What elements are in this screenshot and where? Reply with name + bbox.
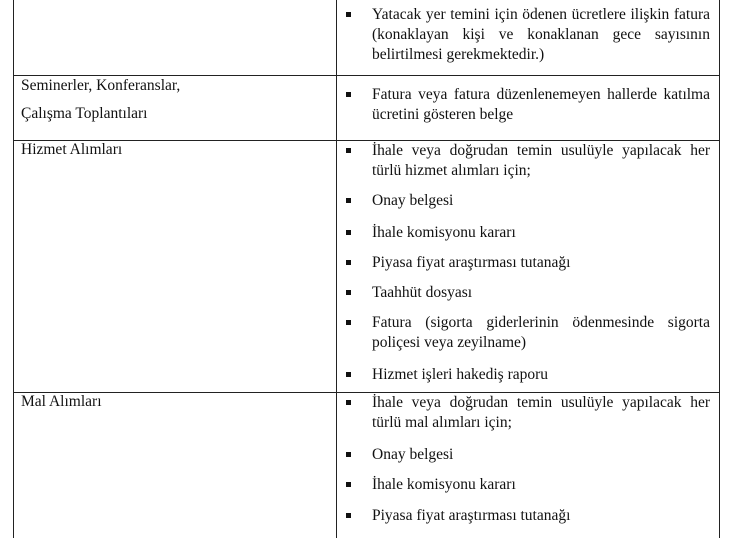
table-row xyxy=(14,75,719,141)
list-item: İhale veya doğrudan temin usulüyle yapılacak her türlü hizmet alımları için; xyxy=(344,141,710,181)
bullet-icon xyxy=(346,482,351,487)
category-cell xyxy=(21,72,180,128)
bullet-icon xyxy=(346,513,351,518)
list-item: Hizmet işleri hakediş raporu xyxy=(344,365,710,385)
bullet-icon xyxy=(346,92,351,97)
list-item: Fatura (sigorta giderlerinin ödenmesinde sigorta poliçesi veya zeyilname) xyxy=(344,313,710,353)
bullet-icon xyxy=(346,230,351,235)
category-label: Çalışma Toplantıları xyxy=(21,105,148,122)
requirements-table xyxy=(13,0,720,538)
bullet-icon xyxy=(346,400,351,405)
table-row xyxy=(14,0,719,75)
bullet-icon xyxy=(346,12,351,17)
list-item: Fatura veya fatura düzenlenemeyen hallerde katılma ücretini gösteren belge xyxy=(344,85,710,125)
table-row xyxy=(14,392,719,539)
bullet-icon xyxy=(346,290,351,295)
table-row xyxy=(14,140,719,393)
list-item: Piyasa fiyat araştırması tutanağı xyxy=(344,253,710,273)
list-item: Onay belgesi xyxy=(344,445,710,465)
bullet-icon xyxy=(346,452,351,457)
bullet-icon xyxy=(346,320,351,325)
category-cell xyxy=(21,388,102,416)
bullet-icon xyxy=(346,260,351,265)
list-item: İhale komisyonu kararı xyxy=(344,223,710,243)
list-item: İhale veya doğrudan temin usulüyle yapılacak her türlü mal alımları için; xyxy=(344,393,710,433)
category-label: Mal Alımları xyxy=(21,393,102,410)
category-label: Hizmet Alımları xyxy=(21,141,123,158)
list-item: Yatacak yer temini için ödenen ücretlere ilişkin fatura (konaklayan kişi ve konaklanan gece sayısının belirtilmesi gerekmektedir.) xyxy=(344,5,710,65)
list-item: Piyasa fiyat araştırması tutanağı xyxy=(344,506,710,526)
list-item: Taahhüt dosyası xyxy=(344,283,710,303)
bullet-icon xyxy=(346,198,351,203)
bullet-icon xyxy=(346,372,351,377)
list-item: Onay belgesi xyxy=(344,191,710,211)
category-cell xyxy=(21,136,122,164)
category-label: Seminerler, Konferanslar, xyxy=(21,77,181,94)
bullet-icon xyxy=(346,148,351,153)
list-item: İhale komisyonu kararı xyxy=(344,475,710,495)
